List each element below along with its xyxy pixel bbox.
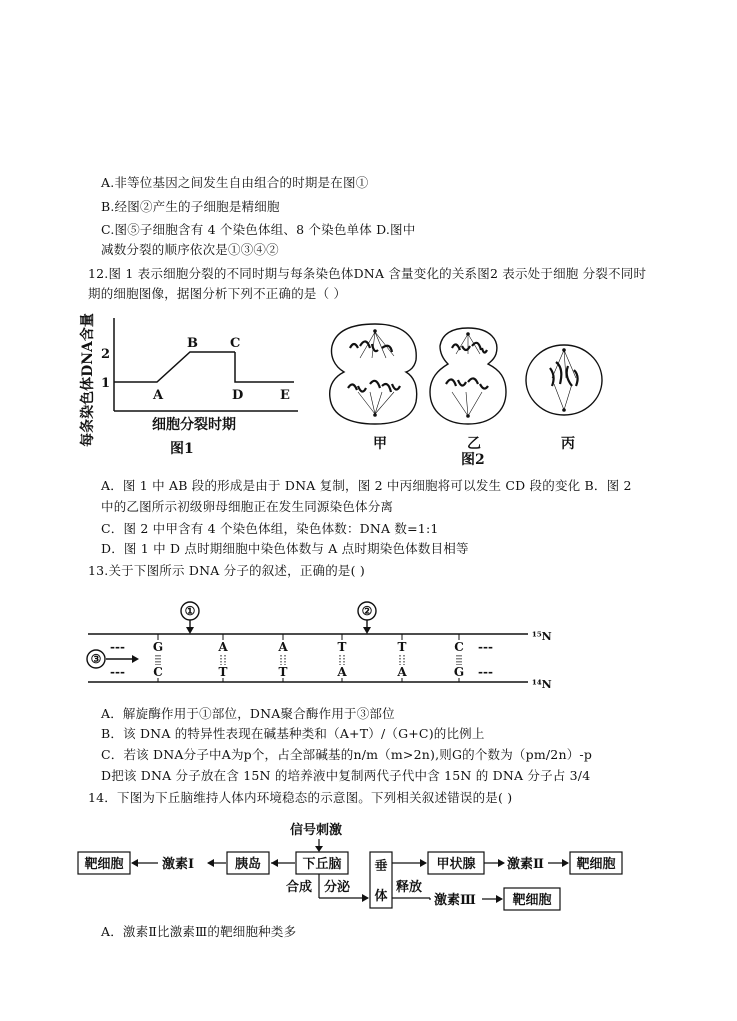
q13-option-d: D把该 DNA 分子放在含 15N 的培养液中复制两代子代中含 15N 的 DNA 分子占 3/4: [101, 768, 591, 783]
release-label: 释放: [396, 880, 423, 895]
svg-text:T: T: [337, 640, 347, 654]
q12-option-a-line2: 中的乙图所示初级卵母细胞正在发生同源染色体分离: [101, 499, 394, 514]
q12-stem-line2: 期的细胞图像，据图分析下列不正确的是（ ）: [88, 286, 347, 301]
svg-text:---: ---: [110, 665, 125, 679]
fig1-point-a: A: [153, 388, 164, 403]
pancreas-label: 胰岛: [234, 857, 262, 872]
svg-text:A: A: [218, 640, 228, 654]
svg-text:A: A: [278, 640, 288, 654]
q12-option-a-line1: A．图 1 中 AB 段的形成是由于 DNA 复制，图 2 中丙细胞将可以发生 CD 段的变化 B．图 2: [101, 478, 632, 493]
fig1-curve-rise: [114, 352, 235, 382]
svg-text:---: ---: [478, 665, 493, 679]
q13-dna-figure: [80, 598, 580, 690]
q14-hypothalamus-diagram: [70, 818, 630, 918]
thyroid-label: 甲状腺: [436, 857, 476, 872]
fig2-caption: 图2: [461, 452, 485, 466]
svg-text:A: A: [337, 665, 347, 679]
signal-label: 信号刺激: [290, 823, 343, 838]
q11-option-d-cont: 减数分裂的顺序依次是①③④②: [101, 242, 279, 257]
q13-option-b: B．该 DNA 的特异性表现在碱基种类和（A+T）/（G+C)的比例上: [101, 726, 485, 741]
q14-stem: 14．下图为下丘脑维持人体内环境稳态的示意图。下列相关叙述错误的是( ): [88, 790, 513, 805]
marker-1-text: ①: [184, 604, 196, 618]
base-pair-1: [153, 634, 163, 682]
label-14n: ¹⁴N: [532, 678, 552, 690]
synth-label: 合成: [286, 880, 313, 895]
fig2-label-jia: 甲: [373, 436, 387, 452]
target-cell-right-top-label: 靶细胞: [576, 857, 616, 872]
hormone-2-label: 激素Ⅱ: [507, 857, 544, 872]
cell-bing: [526, 345, 602, 415]
q11-option-a: A.非等位基因之间发生自由组合的时期是在图①: [101, 175, 369, 190]
svg-text:T: T: [218, 665, 228, 679]
fig2-label-bing: 丙: [561, 436, 575, 452]
marker-3-text: ③: [90, 652, 102, 666]
svg-text:G: G: [152, 640, 164, 654]
q12-option-d: D．图 1 中 D 点时期细胞中染色体数与 A 点时期染色体数目相等: [101, 541, 469, 556]
q12-figure1-graph: [72, 308, 312, 458]
fig1-caption: 图1: [170, 441, 194, 457]
q11-option-c-d: C.图⑤子细胞含有 4 个染色体组、8 个染色单体 D.图中: [101, 222, 416, 237]
target-cell-left-label: 靶细胞: [84, 857, 124, 872]
cell-jia: [330, 324, 417, 424]
hormone-1-label: 激素Ⅰ: [162, 857, 195, 872]
base-pair-4: [336, 634, 347, 682]
q12-stem-line1: 12.图 1 表示细胞分裂的不同时期与每条染色体DNA 含量变化的关系图2 表示处于细胞 分裂不同时: [88, 266, 647, 281]
svg-text:C: C: [153, 665, 163, 679]
svg-text:---: ---: [110, 640, 125, 654]
svg-text:C: C: [454, 640, 464, 654]
base-pair-2: [217, 634, 228, 682]
q11-option-b: B.经图②产生的子细胞是精细胞: [101, 199, 280, 214]
hormone-3-label: 激素Ⅲ: [434, 893, 476, 908]
svg-text:A: A: [397, 665, 407, 679]
q13-option-c: C．若该 DNA分子中A为p个，占全部碱基的n/m（m>2n),则G的个数为（pm/2n）-p: [101, 747, 593, 762]
marker-2-text: ②: [361, 604, 373, 618]
fig1-curve-drop: [235, 352, 294, 382]
svg-text:T: T: [397, 640, 407, 654]
label-15n: ¹⁵N: [532, 630, 552, 643]
fig1-point-b: B: [187, 336, 198, 351]
target-cell-right-bottom-label: 靶细胞: [512, 893, 552, 908]
svg-text:T: T: [278, 665, 288, 679]
fig1-point-c: C: [230, 336, 241, 351]
q13-stem: 13.关于下图所示 DNA 分子的叙述，正确的是( ): [88, 563, 365, 578]
fig1-xlabel: 细胞分裂时期: [152, 417, 236, 433]
fig1-ylabel: 每条染色体DNA含量: [80, 313, 96, 447]
fig1-ytick-2: 2: [101, 347, 111, 362]
hypothalamus-label: 下丘脑: [302, 857, 342, 872]
pituitary-label-2: 体: [374, 889, 388, 904]
q12-option-c: C．图 2 中甲含有 4 个染色体组，染色体数：DNA 数=1:1: [101, 521, 439, 536]
fig1-point-d: D: [232, 388, 244, 403]
cell-yi: [430, 328, 506, 424]
fig2-label-yi: 乙: [467, 436, 481, 452]
secrete-label: 分泌: [324, 880, 351, 895]
q12-figure2-cells: [320, 318, 610, 466]
q14-option-a: A．激素Ⅱ比激素Ⅲ的靶细胞种类多: [101, 924, 297, 939]
fig1-point-e: E: [280, 388, 290, 403]
svg-text:G: G: [453, 665, 465, 679]
base-pair-5: [396, 634, 407, 682]
base-pair-6: [454, 634, 464, 682]
base-pair-3: [277, 634, 288, 682]
fig1-ytick-1: 1: [101, 376, 111, 391]
pituitary-label-1: 垂: [374, 859, 388, 874]
q13-option-a: A．解旋酶作用于①部位，DNA聚合酶作用于③部位: [101, 706, 395, 721]
svg-text:---: ---: [478, 640, 493, 654]
